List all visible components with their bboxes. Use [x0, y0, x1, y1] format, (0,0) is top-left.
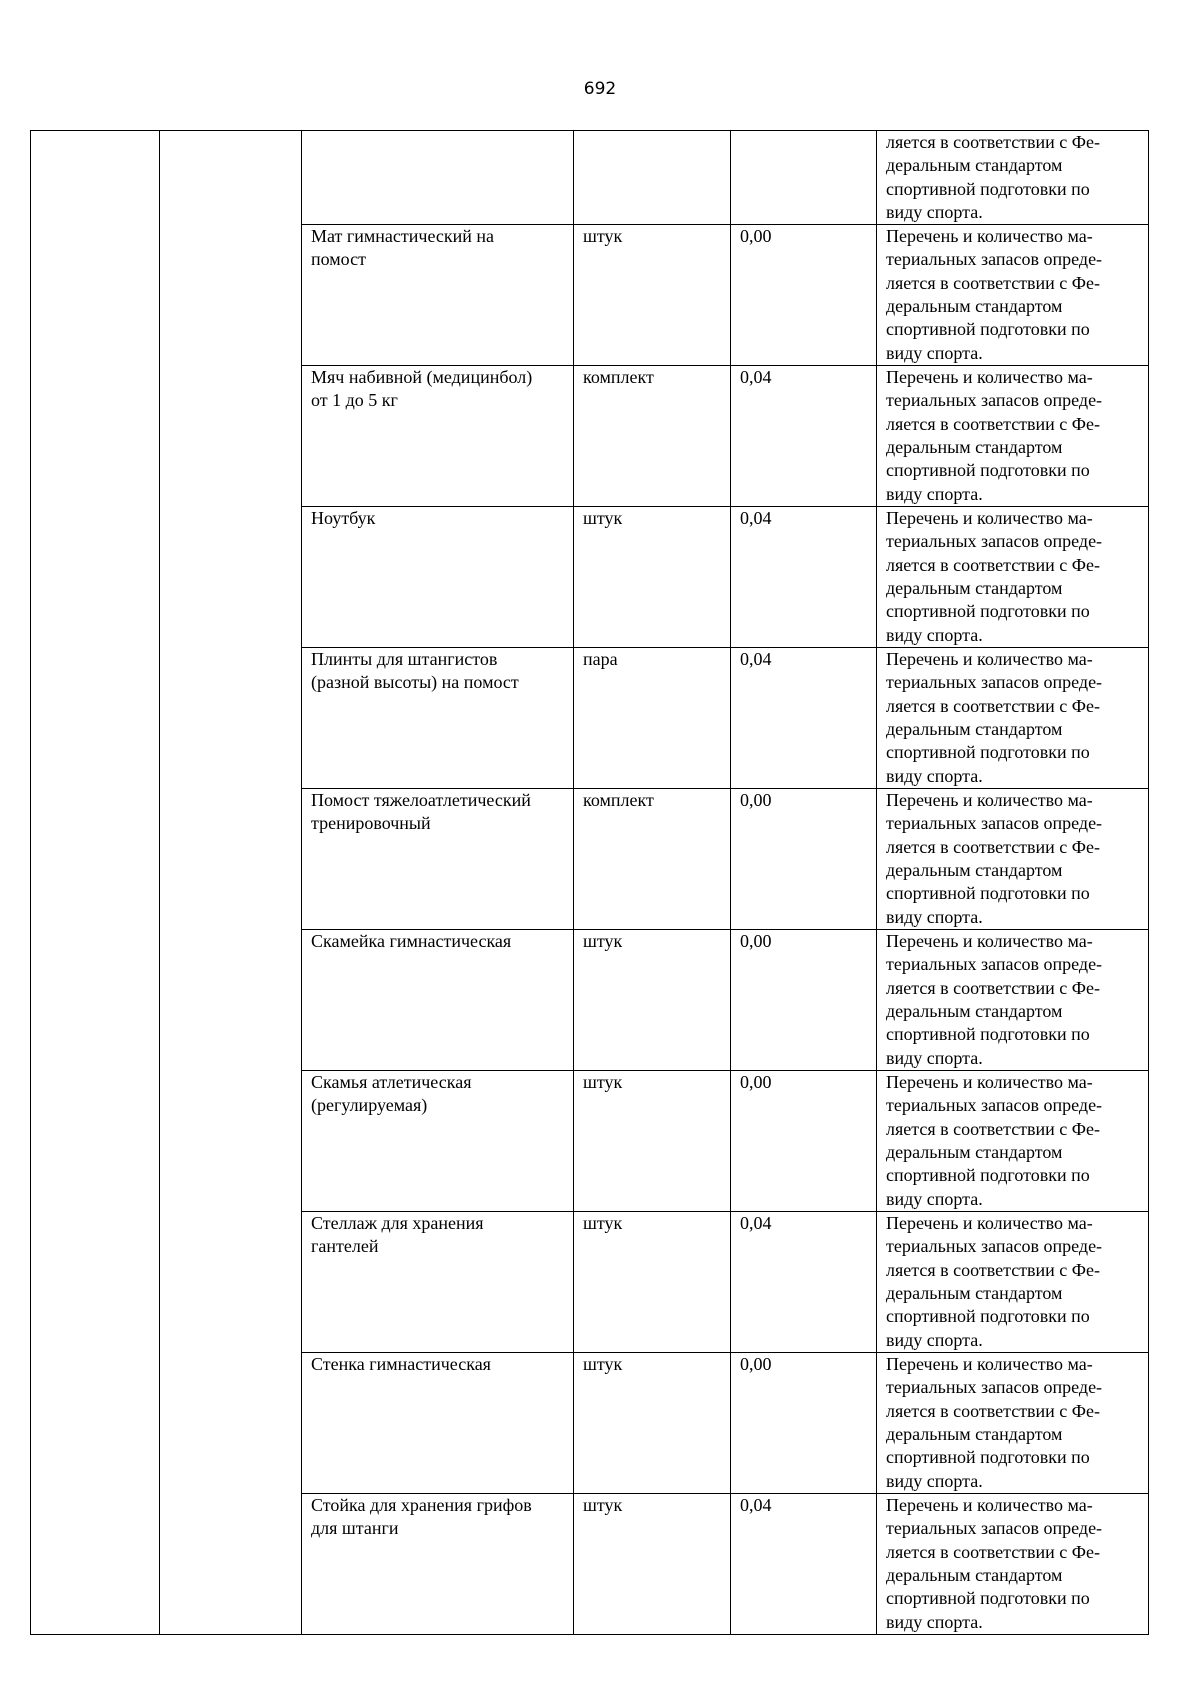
page-number: 692	[583, 79, 617, 99]
quantity-cell: 0,00	[731, 225, 877, 366]
equipment-table	[30, 130, 1149, 1635]
note-cell: Перечень и количество ма- териальных запасов опреде- ляется в соответствии с Фе- деральным стандартом спортивной подготовки по виду спорта.	[877, 648, 1149, 789]
note-cell: Перечень и количество ма- териальных запасов опреде- ляется в соответствии с Фе- деральным стандартом спортивной подготовки по виду спорта.	[877, 507, 1149, 648]
unit-cell: штук	[574, 225, 731, 366]
quantity-cell	[731, 131, 877, 225]
item-name-cell: Помост тяжелоатлетический тренировочный	[302, 789, 574, 930]
note-cell: Перечень и количество ма- териальных запасов опреде- ляется в соответствии с Фе- деральным стандартом спортивной подготовки по виду спорта.	[877, 789, 1149, 930]
item-name-cell: Скамья атлетическая (регулируемая)	[302, 1071, 574, 1212]
quantity-cell: 0,04	[731, 366, 877, 507]
quantity-cell: 0,04	[731, 507, 877, 648]
merged-cell-number	[31, 131, 160, 1635]
quantity-cell: 0,04	[731, 648, 877, 789]
unit-cell: комплект	[574, 789, 731, 930]
unit-cell: комплект	[574, 366, 731, 507]
unit-cell: штук	[574, 507, 731, 648]
note-cell: Перечень и количество ма- териальных запасов опреде- ляется в соответствии с Фе- деральным стандартом спортивной подготовки по виду спорта.	[877, 1494, 1149, 1635]
table-row-continuation	[31, 131, 1149, 225]
quantity-cell: 0,04	[731, 1212, 877, 1353]
unit-cell: штук	[574, 930, 731, 1071]
item-name-cell: Скамейка гимнастическая	[302, 930, 574, 1071]
note-cell: Перечень и количество ма- териальных запасов опреде- ляется в соответствии с Фе- деральным стандартом спортивной подготовки по виду спорта.	[877, 930, 1149, 1071]
note-cell: Перечень и количество ма- териальных запасов опреде- ляется в соответствии с Фе- деральным стандартом спортивной подготовки по виду спорта.	[877, 1353, 1149, 1494]
unit-cell: штук	[574, 1494, 731, 1635]
unit-cell: пара	[574, 648, 731, 789]
quantity-cell: 0,00	[731, 789, 877, 930]
quantity-cell: 0,00	[731, 1071, 877, 1212]
item-name-cell: Стеллаж для хранения гантелей	[302, 1212, 574, 1353]
unit-cell: штук	[574, 1071, 731, 1212]
unit-cell: штук	[574, 1212, 731, 1353]
quantity-cell: 0,00	[731, 930, 877, 1071]
quantity-cell: 0,04	[731, 1494, 877, 1635]
item-name-cell: Стойка для хранения грифов для штанги	[302, 1494, 574, 1635]
item-name-cell: Ноутбук	[302, 507, 574, 648]
note-cell: Перечень и количество ма- териальных запасов опреде- ляется в соответствии с Фе- деральным стандартом спортивной подготовки по виду спорта.	[877, 1071, 1149, 1212]
note-cell: Перечень и количество ма- териальных запасов опреде- ляется в соответствии с Фе- деральным стандартом спортивной подготовки по виду спорта.	[877, 366, 1149, 507]
unit-cell	[574, 131, 731, 225]
note-cell: Перечень и количество ма- териальных запасов опреде- ляется в соответствии с Фе- деральным стандартом спортивной подготовки по виду спорта.	[877, 225, 1149, 366]
note-cell: ляется в соответствии с Фе- деральным стандартом спортивной подготовки по виду спорта.	[877, 131, 1149, 225]
merged-cell-category	[160, 131, 302, 1635]
item-name-cell: Мяч набивной (медицинбол) от 1 до 5 кг	[302, 366, 574, 507]
table-body	[31, 131, 1149, 1635]
note-cell: Перечень и количество ма- териальных запасов опреде- ляется в соответствии с Фе- деральным стандартом спортивной подготовки по виду спорта.	[877, 1212, 1149, 1353]
item-name-cell: Стенка гимнастическая	[302, 1353, 574, 1494]
item-name-cell: Плинты для штангистов (разной высоты) на помост	[302, 648, 574, 789]
unit-cell: штук	[574, 1353, 731, 1494]
item-name-cell	[302, 131, 574, 225]
quantity-cell: 0,00	[731, 1353, 877, 1494]
item-name-cell: Мат гимнастический на помост	[302, 225, 574, 366]
